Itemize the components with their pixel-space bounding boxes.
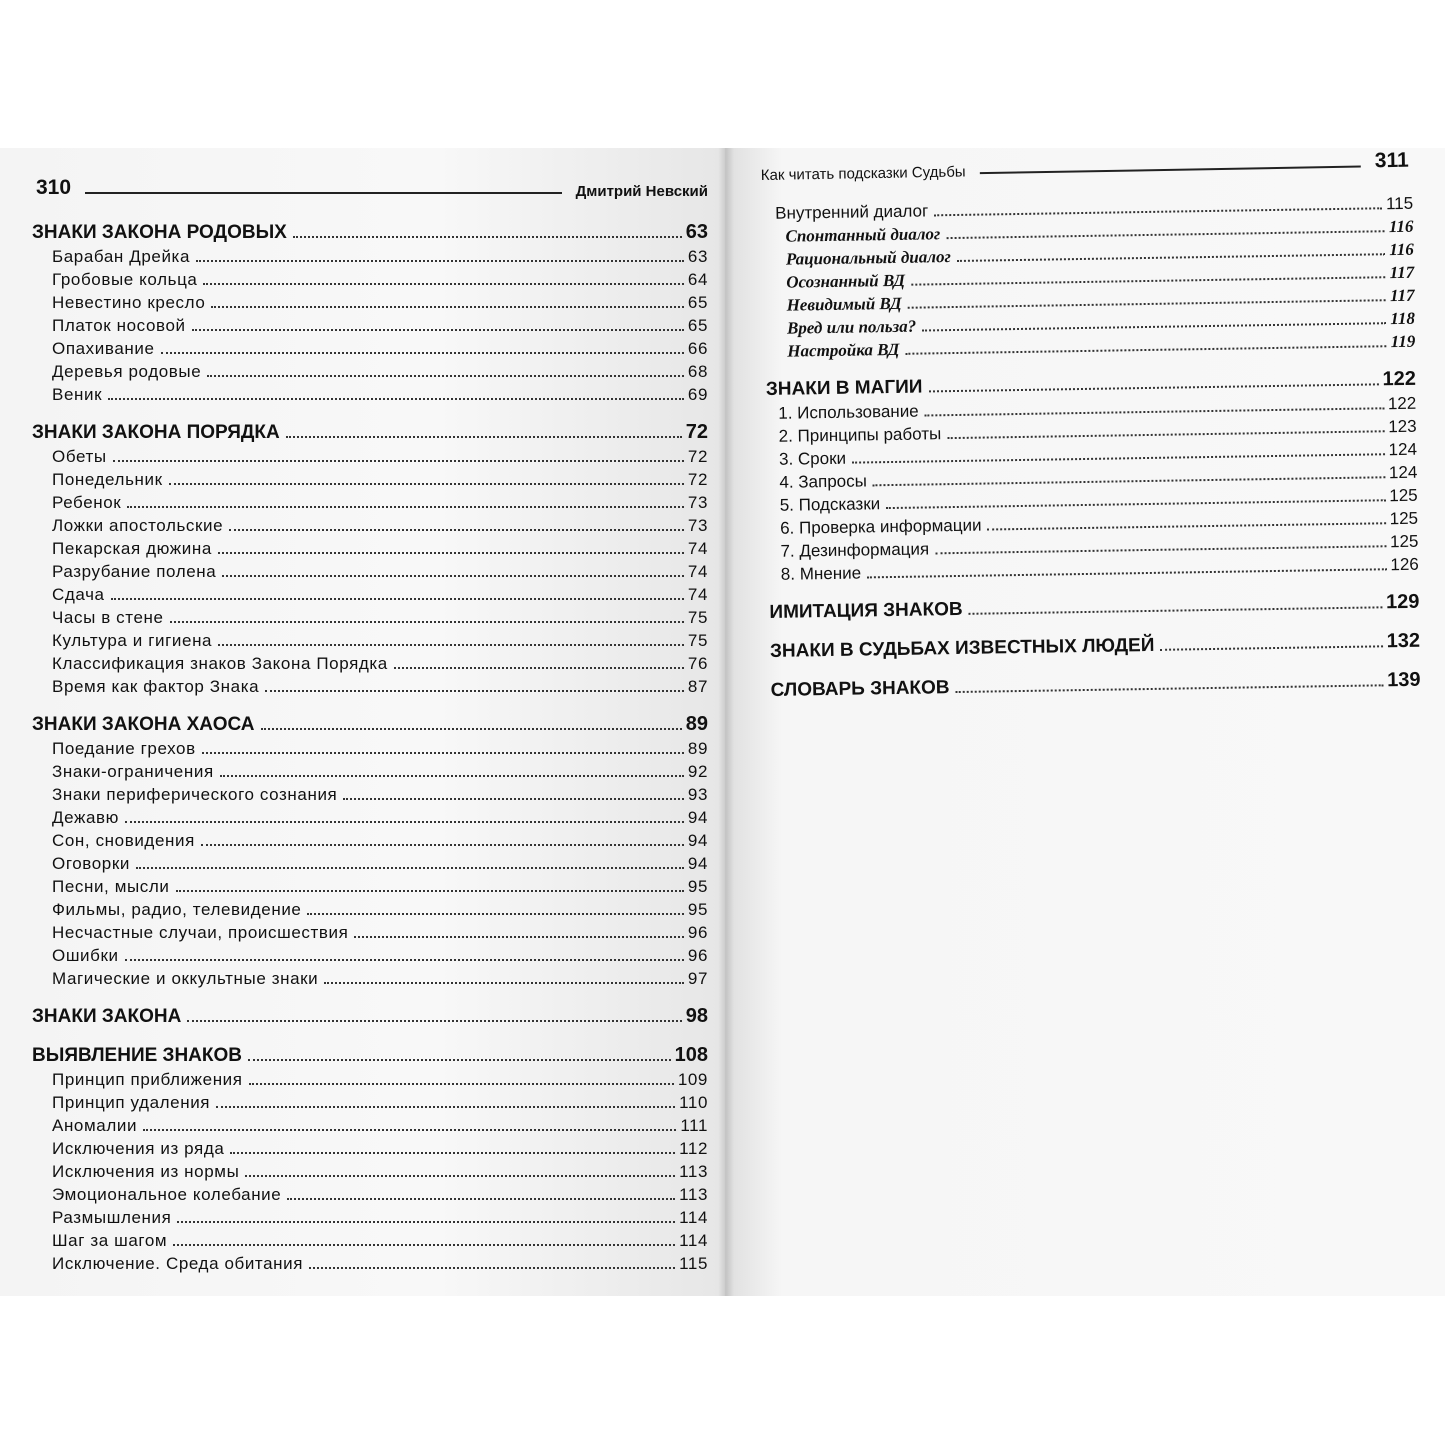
dot-leader: [230, 1152, 675, 1154]
toc-entry-page: 95: [687, 900, 708, 919]
toc-entry-label: Магические и оккультные знаки: [52, 969, 319, 988]
dot-leader: [176, 890, 684, 892]
toc-entry-label: Несчастные случаи, происшествия: [52, 923, 349, 942]
dot-leader: [125, 821, 684, 823]
toc-entry: [32, 1114, 708, 1137]
left-toc: [32, 220, 708, 1275]
toc-entry-page: 72: [687, 470, 708, 489]
toc-entry-page: 122: [1387, 393, 1417, 414]
toc-entry-label: Исключения из нормы: [52, 1162, 240, 1181]
dot-leader: [229, 529, 684, 531]
toc-section-label: ЗНАКИ ЗАКОНА: [32, 1006, 182, 1027]
toc-entry: [32, 268, 708, 291]
toc-entry-label: 4. Запросы: [779, 471, 868, 492]
toc-entry: [32, 921, 708, 944]
toc-entry-label: Внутренний диалог: [775, 201, 929, 223]
toc-entry-label: Обеты: [52, 447, 107, 466]
toc-entry: [32, 875, 708, 898]
toc-entry-label: Шаг за шагом: [52, 1231, 168, 1250]
toc-entry-label: Гробовые кольца: [52, 270, 198, 289]
toc-entry: [32, 468, 708, 491]
toc-entry: [32, 337, 708, 360]
toc-entry-label: Сон, сновидения: [52, 831, 195, 850]
toc-section: [770, 668, 1420, 703]
toc-entry-page: 113: [679, 1162, 708, 1181]
toc-entry-page: 73: [687, 516, 708, 535]
toc-entry: [32, 1183, 708, 1206]
toc-section-page: 122: [1382, 367, 1417, 391]
toc-entry-label: Невидимый ВД: [786, 293, 902, 315]
toc-entry-label: 3. Сроки: [778, 448, 847, 469]
toc-entry-page: 66: [687, 339, 708, 358]
toc-entry: [32, 1229, 708, 1252]
toc-entry-label: Время как фактор Знака: [52, 677, 260, 696]
dot-leader: [249, 1083, 674, 1085]
dot-leader: [207, 375, 684, 377]
toc-entry-label: Исключение. Среда обитания: [52, 1254, 304, 1273]
dot-leader: [187, 1020, 681, 1022]
dot-leader: [307, 913, 683, 915]
toc-entry-label: Дежавю: [52, 808, 119, 827]
toc-section-label: ВЫЯВЛЕНИЕ ЗНАКОВ: [32, 1045, 243, 1066]
toc-entry-label: Рациональный диалог: [785, 247, 951, 269]
toc-entry-label: Исключения из ряда: [52, 1139, 225, 1158]
dot-leader: [169, 483, 684, 485]
dot-leader: [196, 260, 684, 262]
toc-section-page: 72: [685, 421, 708, 443]
book-gutter: [718, 148, 734, 1296]
toc-entry: [32, 1137, 708, 1160]
toc-entry: [32, 1252, 708, 1275]
dot-leader: [265, 690, 684, 692]
toc-entry-label: 2. Принципы работы: [778, 424, 942, 446]
toc-section-label: ЗНАКИ ЗАКОНА РОДОВЫХ: [32, 222, 287, 243]
dot-leader: [286, 436, 682, 438]
toc-section: [32, 1043, 708, 1068]
toc-entry-label: Культура и гигиена: [52, 631, 213, 650]
toc-section-page: 132: [1386, 629, 1421, 653]
dot-leader: [354, 936, 683, 938]
toc-entry-page: 73: [687, 493, 708, 512]
toc-entry-label: Опахивание: [52, 339, 155, 358]
toc-entry-page: 94: [687, 854, 708, 873]
toc-entry-page: 119: [1390, 331, 1416, 352]
toc-entry-page: 76: [687, 654, 708, 673]
toc-entry-page: 115: [1385, 193, 1414, 214]
dot-leader: [947, 430, 1384, 439]
dot-leader: [201, 844, 684, 846]
header-rule: [85, 192, 562, 194]
toc-entry: [32, 852, 708, 875]
toc-entry: [32, 1206, 708, 1229]
toc-entry-page: 109: [677, 1070, 708, 1089]
toc-entry: [32, 445, 708, 468]
toc-section: [32, 1004, 708, 1029]
toc-entry-page: 87: [687, 677, 708, 696]
dot-leader: [192, 329, 684, 331]
toc-entry-label: Знаки периферического сознания: [52, 785, 338, 804]
toc-entry: [32, 967, 708, 990]
dot-leader: [922, 322, 1386, 331]
toc-entry-page: 126: [1390, 554, 1419, 575]
dot-leader: [925, 407, 1384, 416]
toc-entry-page: 64: [687, 270, 708, 289]
right-page: [725, 148, 1445, 1296]
toc-section: [32, 712, 708, 737]
dot-leader: [343, 798, 684, 800]
dot-leader: [111, 598, 684, 600]
toc-entry-label: Часы в стене: [52, 608, 164, 627]
toc-entry-label: Вред или польза?: [786, 316, 917, 338]
toc-entry-page: 96: [687, 946, 708, 965]
toc-section: [770, 629, 1420, 664]
toc-entry-page: 117: [1389, 285, 1415, 306]
dot-leader: [177, 1221, 675, 1223]
toc-entry: [32, 1091, 708, 1114]
toc-entry-label: Деревья родовые: [52, 362, 202, 381]
toc-entry-page: 93: [687, 785, 708, 804]
dot-leader: [220, 775, 684, 777]
toc-entry: [32, 783, 708, 806]
dot-leader: [908, 299, 1387, 309]
dot-leader: [1160, 645, 1382, 650]
toc-entry: [32, 537, 708, 560]
toc-entry-page: 92: [687, 762, 708, 781]
toc-section-page: 98: [685, 1005, 708, 1027]
dot-leader: [911, 276, 1386, 285]
dot-leader: [218, 552, 684, 554]
toc-section: [32, 420, 708, 445]
toc-entry-page: 74: [687, 539, 708, 558]
toc-entry: [32, 314, 708, 337]
toc-entry-page: 74: [687, 585, 708, 604]
toc-section-page: 108: [674, 1044, 708, 1066]
toc-entry-label: Аномалии: [52, 1116, 138, 1135]
toc-entry-page: 94: [687, 831, 708, 850]
toc-entry-page: 113: [679, 1185, 708, 1204]
toc-entry-page: 112: [679, 1139, 708, 1158]
toc-section-page: 63: [685, 221, 708, 243]
toc-entry-page: 124: [1388, 439, 1418, 460]
dot-leader: [113, 460, 684, 462]
dot-leader: [127, 506, 684, 508]
dot-leader: [216, 1106, 675, 1108]
book-spread: [0, 148, 1445, 1296]
toc-entry: [32, 245, 708, 268]
toc-entry-label: Классификация знаков Закона Порядка: [52, 654, 388, 673]
toc-entry-page: 74: [687, 562, 708, 581]
dot-leader: [934, 207, 1382, 216]
toc-entry-page: 75: [687, 631, 708, 650]
toc-entry-page: 123: [1388, 416, 1417, 437]
toc-entry-label: Понедельник: [52, 470, 163, 489]
left-running-title: Дмитрий Невский: [575, 183, 708, 200]
toc-entry: [32, 560, 708, 583]
toc-entry-label: Размышления: [52, 1208, 172, 1227]
dot-leader: [222, 575, 684, 577]
toc-entry-page: 96: [687, 923, 708, 942]
toc-section: [32, 220, 708, 245]
toc-section-label: ЗНАКИ В МАГИИ: [765, 376, 923, 400]
toc-entry-page: 69: [687, 385, 708, 404]
right-page-header: [761, 149, 1409, 184]
dot-leader: [170, 621, 684, 623]
toc-entry-label: Оговорки: [52, 854, 130, 873]
toc-entry: [32, 514, 708, 537]
dot-leader: [218, 644, 684, 646]
toc-section-label: ЗНАКИ ЗАКОНА ПОРЯДКА: [32, 422, 280, 443]
toc-entry-label: Принцип удаления: [52, 1093, 211, 1112]
toc-entry-page: 65: [687, 293, 708, 312]
dot-leader: [202, 752, 684, 754]
toc-entry-page: 118: [1390, 308, 1416, 329]
toc-entry-label: Ребенок: [52, 493, 122, 512]
toc-entry: [32, 360, 708, 383]
toc-entry-page: 125: [1389, 485, 1418, 506]
toc-entry-label: Фильмы, радио, телевидение: [52, 900, 302, 919]
toc-entry: [32, 737, 708, 760]
toc-section-page: 129: [1385, 590, 1420, 614]
toc-entry-label: Барабан Дрейка: [52, 247, 191, 266]
toc-entry-label: Осознанный ВД: [786, 270, 906, 292]
dot-leader: [211, 306, 684, 308]
toc-entry-label: Ложки апостольские: [52, 516, 224, 535]
toc-entry-page: 63: [687, 247, 708, 266]
dot-leader: [245, 1175, 675, 1177]
toc-entry-page: 115: [679, 1254, 708, 1273]
toc-entry: [32, 629, 708, 652]
toc-entry-label: Сдача: [52, 585, 105, 604]
toc-entry: [32, 1160, 708, 1183]
header-rule: [980, 166, 1361, 175]
toc-entry: [32, 760, 708, 783]
toc-entry-page: 114: [679, 1231, 708, 1250]
dot-leader: [143, 1129, 676, 1131]
toc-entry-page: 116: [1388, 216, 1414, 237]
toc-entry-label: Знаки-ограничения: [52, 762, 214, 781]
dot-leader: [261, 728, 682, 730]
dot-leader: [293, 236, 682, 238]
dot-leader: [935, 545, 1386, 554]
dot-leader: [324, 982, 684, 984]
toc-entry-label: Платок носовой: [52, 316, 186, 335]
toc-entry: [32, 944, 708, 967]
toc-entry-label: 7. Дезинформация: [780, 539, 930, 561]
dot-leader: [988, 522, 1386, 530]
toc-entry-page: 94: [687, 808, 708, 827]
dot-leader: [161, 352, 684, 354]
toc-entry-label: Веник: [52, 385, 103, 404]
dot-leader: [969, 606, 1382, 614]
toc-entry: [32, 898, 708, 921]
toc-entry-page: 68: [687, 362, 708, 381]
toc-entry: [32, 829, 708, 852]
dot-leader: [203, 283, 683, 285]
toc-section: [769, 590, 1419, 625]
toc-entry: [32, 491, 708, 514]
toc-section-page: 139: [1387, 668, 1421, 692]
dot-leader: [957, 253, 1386, 262]
dot-leader: [125, 959, 684, 961]
toc-entry-page: 65: [687, 316, 708, 335]
dot-leader: [946, 230, 1385, 239]
toc-entry-label: Спонтанный диалог: [785, 224, 941, 246]
toc-entry-page: 110: [679, 1093, 708, 1112]
left-page: [0, 148, 725, 1296]
toc-entry-label: Настройка ВД: [787, 339, 900, 361]
toc-entry-label: Песни, мысли: [52, 877, 170, 896]
dot-leader: [905, 345, 1386, 355]
left-page-number: 310: [36, 176, 72, 199]
toc-entry: [32, 1068, 708, 1091]
dot-leader: [928, 383, 1378, 392]
toc-entry: [32, 383, 708, 406]
toc-entry-page: 117: [1389, 262, 1415, 283]
toc-section-label: ЗНАКИ ЗАКОНА ХАОСА: [32, 714, 255, 735]
right-page-number: 311: [1374, 148, 1409, 173]
toc-entry-label: Ошибки: [52, 946, 119, 965]
toc-entry-label: Невестино кресло: [52, 293, 206, 312]
toc-entry: [32, 583, 708, 606]
right-running-title: Как читать подсказки Судьбы: [760, 163, 966, 184]
toc-entry-page: 72: [687, 447, 708, 466]
toc-section-label: СЛОВАРЬ ЗНАКОВ: [770, 677, 950, 701]
dot-leader: [136, 867, 684, 869]
toc-entry-label: 6. Проверка информации: [779, 515, 982, 538]
toc-entry: [32, 806, 708, 829]
toc-section-page: 89: [685, 713, 708, 735]
dot-leader: [309, 1267, 675, 1269]
dot-leader: [287, 1198, 675, 1200]
toc-entry-label: 8. Мнение: [780, 563, 862, 584]
toc-entry-page: 124: [1388, 462, 1418, 483]
toc-entry-label: 5. Подсказки: [779, 494, 881, 515]
toc-entry: [32, 606, 708, 629]
toc-entry-page: 114: [679, 1208, 708, 1227]
toc-entry: [32, 675, 708, 698]
toc-entry-page: 111: [680, 1116, 708, 1135]
toc-entry-page: 89: [687, 739, 708, 758]
toc-entry-label: Поедание грехов: [52, 739, 196, 758]
dot-leader: [867, 568, 1386, 578]
toc-entry-label: Пекарская дюжина: [52, 539, 212, 558]
dot-leader: [108, 398, 684, 400]
toc-entry-page: 75: [687, 608, 708, 627]
dot-leader: [248, 1059, 671, 1061]
toc-entry-label: Эмоциональное колебание: [52, 1185, 282, 1204]
toc-entry: [32, 652, 708, 675]
toc-entry-page: 125: [1389, 531, 1419, 552]
toc-entry: [32, 291, 708, 314]
dot-leader: [956, 684, 1384, 693]
toc-entry-page: 95: [687, 877, 708, 896]
right-toc: [763, 192, 1421, 703]
toc-entry-page: 116: [1389, 239, 1414, 260]
left-page-header: [36, 176, 708, 200]
dot-leader: [173, 1244, 675, 1246]
toc-section-label: ИМИТАЦИЯ ЗНАКОВ: [769, 598, 963, 623]
toc-entry-label: Разрубание полена: [52, 562, 217, 581]
toc-entry-label: Принцип приближения: [52, 1070, 243, 1089]
dot-leader: [394, 667, 684, 669]
toc-entry-label: 1. Использование: [778, 401, 919, 423]
toc-entry-page: 97: [687, 969, 708, 988]
toc-entry-page: 125: [1389, 508, 1419, 529]
toc-section-label: ЗНАКИ В СУДЬБАХ ИЗВЕСТНЫХ ЛЮДЕЙ: [769, 634, 1155, 662]
